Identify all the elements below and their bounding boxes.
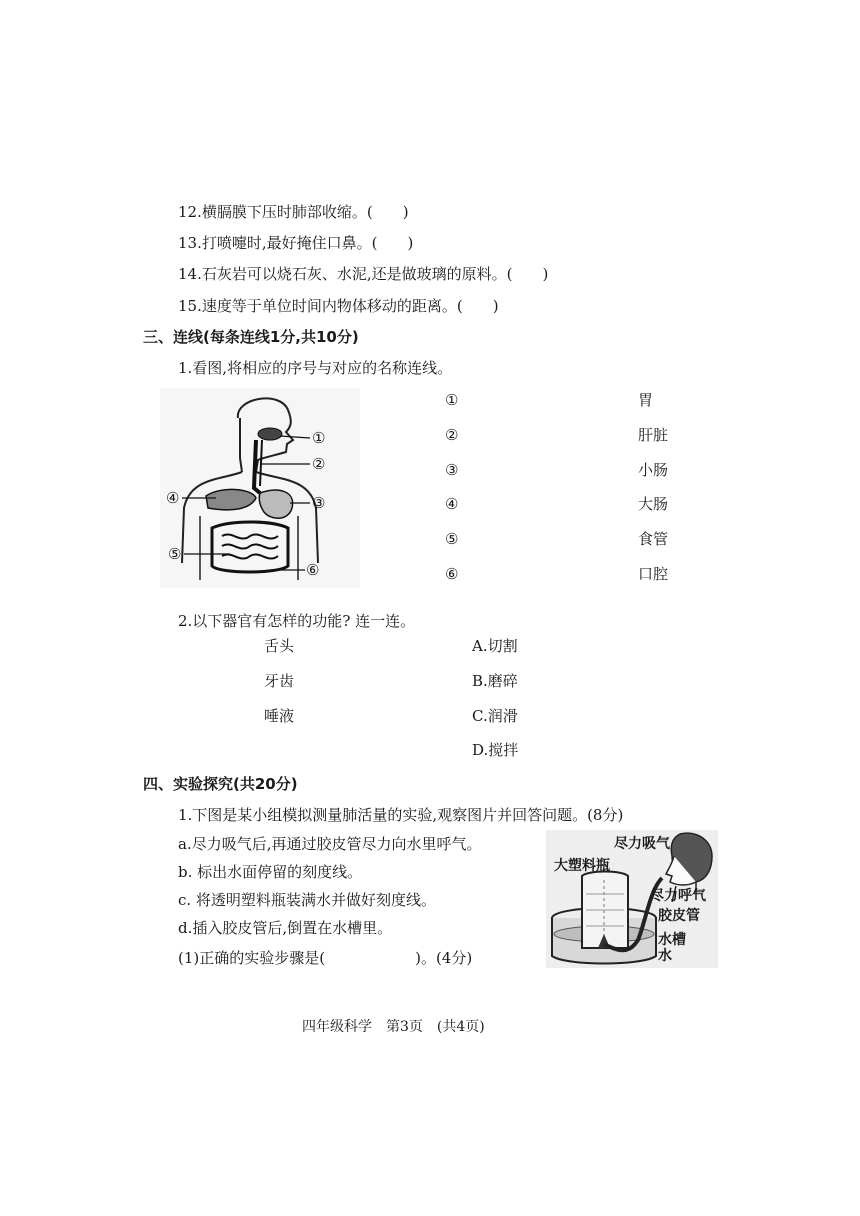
label-exhale: 尽力呼气	[650, 888, 706, 904]
right-list-mouth: 口腔	[638, 565, 669, 583]
function-b: B.磨碎	[472, 672, 518, 690]
diagram-marker-2: ②	[312, 455, 326, 473]
right-list-esophagus: 食管	[638, 530, 669, 548]
right-list-small-intestine: 小肠	[638, 461, 669, 479]
section3-q1: 1.看图,将相应的序号与对应的名称连线。	[178, 359, 453, 377]
section3-q2: 2.以下器官有怎样的功能? 连一连。	[178, 612, 416, 630]
left-list-2: ②	[445, 426, 459, 444]
step-c: c. 将透明塑料瓶装满水并做好刻度线。	[178, 891, 436, 909]
diagram-marker-1: ①	[312, 429, 326, 447]
label-tank: 水槽	[658, 932, 686, 948]
diagram-marker-5: ⑤	[168, 545, 182, 563]
step-b: b. 标出水面停留的刻度线。	[178, 863, 363, 881]
label-bottle: 大塑料瓶	[554, 858, 610, 874]
function-c: C.润滑	[472, 707, 518, 725]
label-tube: 胶皮管	[658, 908, 700, 924]
digestive-system-figure	[160, 388, 360, 588]
right-list-liver: 肝脏	[638, 426, 669, 444]
tf-item-15: 15.速度等于单位时间内物体移动的距离。( )	[178, 297, 499, 315]
step-a: a.尽力吸气后,再通过胶皮管尽力向水里呼气。	[178, 835, 482, 853]
function-a: A.切割	[472, 637, 518, 655]
section4-heading: 四、实验探究(共20分)	[143, 775, 298, 793]
organ-teeth: 牙齿	[264, 672, 295, 690]
left-list-3: ③	[445, 461, 459, 479]
tf-item-12: 12.横膈膜下压时肺部收缩。( )	[178, 203, 409, 221]
diagram-marker-6: ⑥	[306, 561, 320, 579]
section4-q1: 1.下图是某小组模拟测量肺活量的实验,观察图片并回答问题。(8分)	[178, 806, 624, 824]
section3-heading: 三、连线(每条连线1分,共10分)	[143, 328, 359, 346]
left-list-4: ④	[445, 495, 459, 513]
tf-item-13: 13.打喷嚏时,最好掩住口鼻。( )	[178, 234, 414, 252]
step-d: d.插入胶皮管后,倒置在水槽里。	[178, 919, 393, 937]
left-list-6: ⑥	[445, 565, 459, 583]
left-list-1: ①	[445, 391, 459, 409]
function-d: D.搅拌	[472, 741, 519, 759]
left-list-5: ⑤	[445, 530, 459, 548]
diagram-marker-4: ④	[166, 489, 180, 507]
organ-tongue: 舌头	[264, 637, 295, 655]
label-inhale: 尽力吸气	[614, 836, 670, 852]
right-list-stomach: 胃	[638, 391, 654, 409]
tf-item-14: 14.石灰岩可以烧石灰、水泥,还是做玻璃的原料。( )	[178, 265, 549, 283]
lung-capacity-figure	[546, 830, 718, 968]
diagram-marker-3: ③	[312, 494, 326, 512]
right-list-large-intestine: 大肠	[638, 495, 669, 513]
label-water: 水	[658, 948, 672, 964]
sub-question-1: (1)正确的实验步骤是( )。(4分)	[178, 949, 473, 967]
page-footer: 四年级科学 第3页 (共4页)	[302, 1019, 485, 1035]
organ-saliva: 唾液	[264, 707, 295, 725]
